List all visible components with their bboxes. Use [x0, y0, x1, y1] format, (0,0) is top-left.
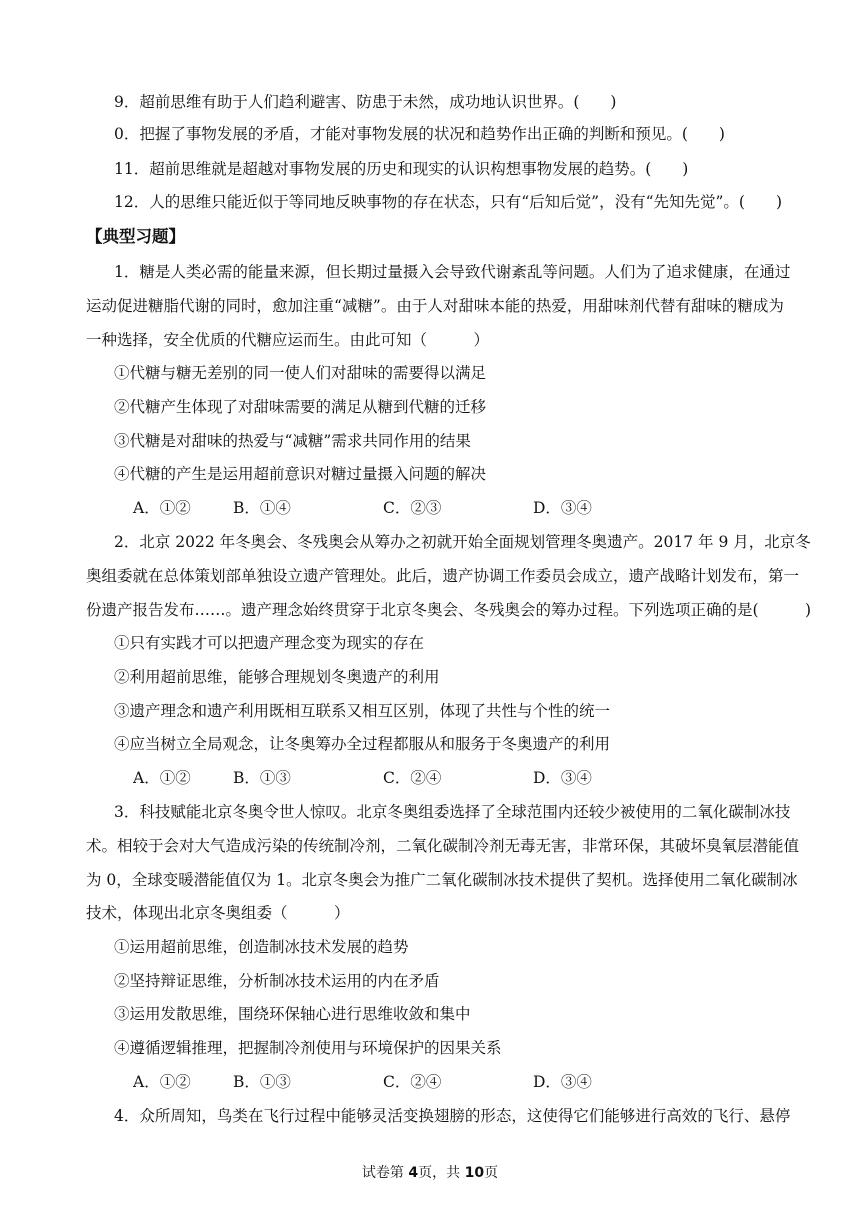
q2-choice-c[interactable]: C．②④: [383, 769, 442, 787]
q3-stem-line-3: 为 0，全球变暖潜能值仅为 1。北京冬奥会为推广二氧化碳制冰技术提供了契机。选择使用二氧化碳制冰: [86, 871, 798, 889]
q1-stem-line-1: 1．糖是人类必需的能量来源，但长期过量摄入会导致代谢紊乱等问题。人们为了追求健康，在通过: [114, 263, 791, 281]
q2-stem-line-2: 奥组委就在总体策划部单独设立遗产管理处。此后，遗产协调工作委员会成立，遗产战略计划发布，第一: [86, 567, 800, 585]
q3-choices: [133, 1072, 653, 1092]
q2-item-1: ①只有实践才可以把遗产理念变为现实的存在: [114, 634, 425, 652]
footer-middle: 页，共: [418, 1165, 465, 1181]
q1-choice-a[interactable]: A．①②: [133, 499, 191, 517]
q2-choices: [133, 768, 653, 788]
q3-stem-line-4: 技术，体现出北京冬奥组委（ ）: [86, 904, 350, 922]
q3-item-4: ④遵循逻辑推理，把握制冷剂使用与环境保护的因果关系: [114, 1039, 502, 1057]
footer-prefix: 试卷第: [361, 1165, 409, 1181]
footer-suffix: 页: [484, 1165, 499, 1181]
q2-stem-line-1: 2．北京 2022 年冬奥会、冬残奥会从筹办之初就开始全面规划管理冬奥遗产。2017 年 9 月，北京冬: [114, 533, 811, 551]
q1-choice-b[interactable]: B．①④: [233, 499, 291, 517]
q2-item-3: ③遗产理念和遗产利用既相互联系又相互区别，体现了共性与个性的统一: [114, 702, 611, 720]
q3-choice-a[interactable]: A．①②: [133, 1073, 191, 1091]
q2-choice-d[interactable]: D．③④: [533, 769, 592, 787]
q1-choice-d[interactable]: D．③④: [533, 499, 592, 517]
q1-choices: [133, 498, 653, 518]
judgment-question-12: 12．人的思维只能近似于等同地反映事物的存在状态，只有“后知后觉”，没有“先知先觉”。( ): [114, 193, 783, 211]
judgment-question-9: 9．超前思维有助于人们趋利避害、防患于未然，成功地认识世界。( ): [114, 93, 617, 111]
q1-stem-line-2: 运动促进糖脂代谢的同时，愈加注重“减糖”。由于人对甜味本能的热爱，用甜味剂代替有甜味的糖成为: [86, 297, 784, 315]
section-title: 【典型习题】: [86, 227, 185, 246]
q2-choice-a[interactable]: A．①②: [133, 769, 191, 787]
q3-stem-line-1: 3．科技赋能北京冬奥令世人惊叹。北京冬奥组委选择了全球范围内还较少被使用的二氧化碳制冰技: [114, 803, 791, 821]
q2-item-2: ②利用超前思维，能够合理规划冬奥遗产的利用: [114, 668, 440, 686]
q2-stem-line-3: 份遗产报告发布……。遗产理念始终贯穿于北京冬奥会、冬残奥会的筹办过程。下列选项正确的是( ): [86, 601, 812, 619]
q1-item-2: ②代糖产生体现了对甜味需要的满足从糖到代糖的迁移: [114, 398, 487, 416]
q3-choice-c[interactable]: C．②④: [383, 1073, 442, 1091]
q1-item-3: ③代糖是对甜味的热爱与“减糖”需求共同作用的结果: [114, 432, 471, 450]
q3-item-3: ③运用发散思维，围绕环保轴心进行思维收敛和集中: [114, 1005, 471, 1023]
q3-choice-b[interactable]: B．①③: [233, 1073, 291, 1091]
footer-total-pages: 10: [464, 1165, 485, 1181]
q3-item-2: ②坚持辩证思维，分析制冰技术运用的内在矛盾: [114, 972, 440, 990]
q2-item-4: ④应当树立全局观念，让冬奥筹办全过程都服从和服务于冬奥遗产的利用: [114, 735, 611, 753]
q1-item-1: ①代糖与糖无差别的同一使人们对甜味的需要得以满足: [114, 364, 487, 382]
q1-item-4: ④代糖的产生是运用超前意识对糖过量摄入问题的解决: [114, 465, 487, 483]
q3-stem-line-2: 术。相较于会对大气造成污染的传统制冷剂，二氧化碳制冷剂无毒无害，非常环保，其破坏臭氧层潜能值: [86, 837, 800, 855]
judgment-question-10: 0．把握了事物发展的矛盾，才能对事物发展的状况和趋势作出正确的判断和预见。( ): [114, 125, 725, 143]
judgment-question-11: 11．超前思维就是超越对事物发展的历史和现实的认识构想事物发展的趋势。( ): [114, 160, 689, 178]
q3-item-1: ①运用超前思维，创造制冰技术发展的趋势: [114, 938, 409, 956]
q3-choice-d[interactable]: D．③④: [533, 1073, 592, 1091]
q4-stem-line-1: 4．众所周知，鸟类在飞行过程中能够灵活变换翅膀的形态，这使得它们能够进行高效的飞行、悬停: [114, 1107, 791, 1125]
q1-stem-line-3: 一种选择，安全优质的代糖应运而生。由此可知（ ）: [86, 331, 490, 349]
q1-choice-c[interactable]: C．②③: [383, 499, 442, 517]
footer-page-number: 4: [408, 1165, 419, 1181]
q2-choice-b[interactable]: B．①③: [233, 769, 291, 787]
page-footer: [0, 1162, 860, 1182]
